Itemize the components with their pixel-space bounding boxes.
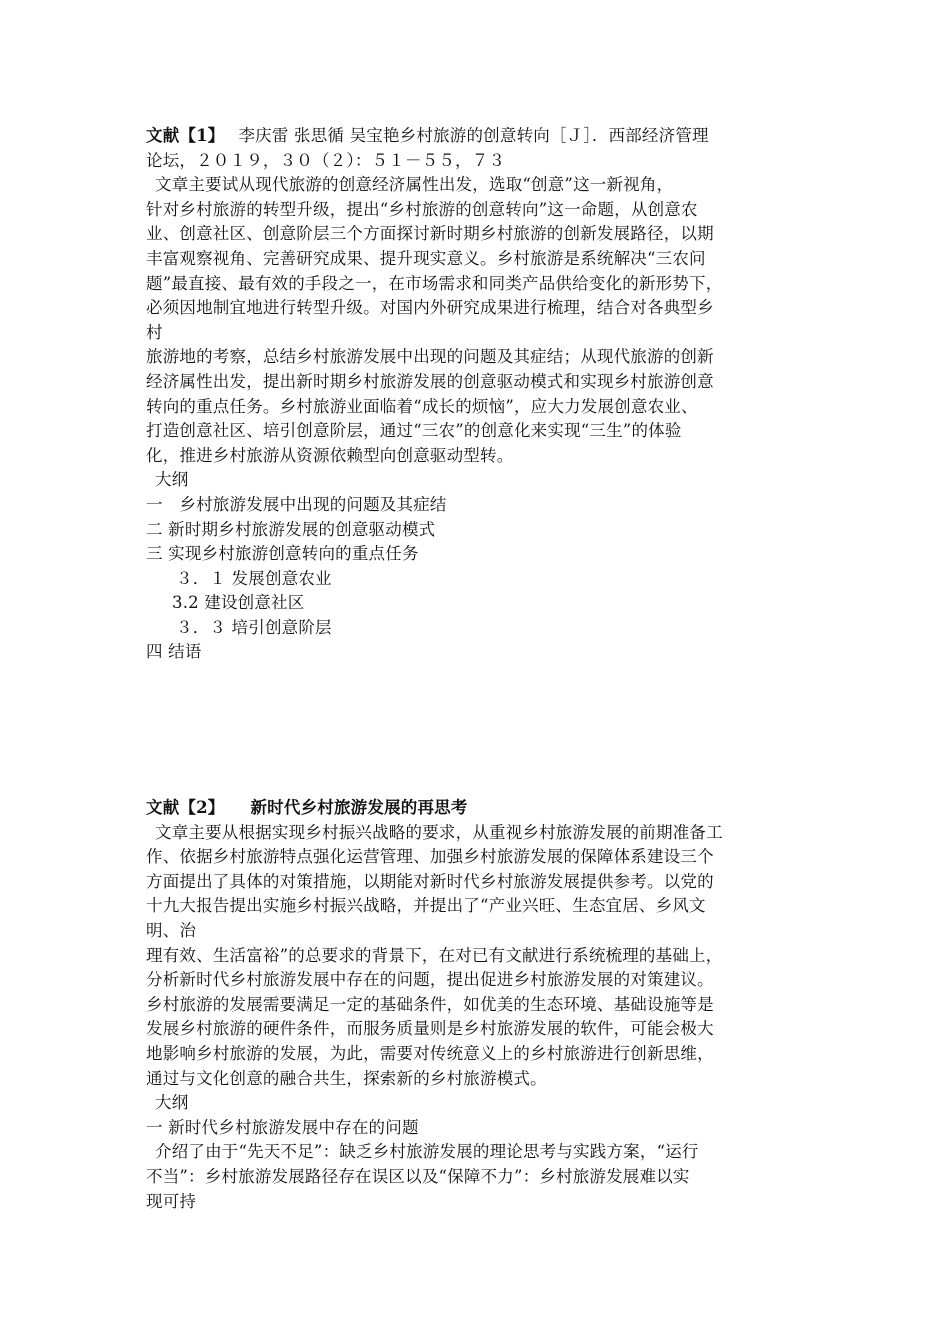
- reference-1-body-line: 打造创意社区、培引创意阶层，通过“三农”的创意化来实现“三生”的体验: [146, 421, 682, 441]
- reference-2-heading: [146, 796, 826, 821]
- reference-2-body-line: 文章主要从根据实现乡村振兴战略的要求，从重视乡村旅游发展的前期准备工: [155, 822, 723, 842]
- reference-1-body-line: 化，推进乡村旅游从资源依赖型向创意驱动型转。: [146, 445, 514, 465]
- outline-item: 四 结语: [146, 642, 202, 662]
- reference-1-body-line: 文章主要试从现代旅游的创意经济属性出发，选取“创意”这一新视角，: [155, 175, 674, 195]
- outline-item: 一 乡村旅游发展中出现的问题及其症结: [146, 494, 447, 514]
- reference-2-body-line: 乡村旅游的发展需要满足一定的基础条件，如优美的生态环境、基础设施等是: [146, 994, 714, 1014]
- outline-item-body-line: 介绍了由于“先天不足”：缺乏乡村旅游发展的理论思考与实践方案，“运行: [155, 1142, 699, 1162]
- reference-2-body-line: 作、依据乡村旅游特点强化运营管理、加强乡村旅游发展的保障体系建设三个: [146, 847, 714, 867]
- outline-item: 三 实现乡村旅游创意转向的重点任务: [146, 544, 419, 564]
- reference-1-body-line: 业、创意社区、创意阶层三个方面探讨新时期乡村旅游的创新发展路径，以期: [146, 224, 714, 244]
- outline-item-body-line: 不当”：乡村旅游发展路径存在误区以及“保障不力”：乡村旅游发展难以实: [146, 1166, 690, 1186]
- reference-2: [146, 796, 826, 1214]
- reference-1-body-line: 村: [146, 322, 163, 342]
- reference-1-heading: [146, 124, 826, 149]
- reference-2-body-line: 发展乡村旅游的硬件条件，而服务质量则是乡村旅游发展的软件，可能会极大: [146, 1019, 714, 1039]
- reference-2-label: 文献【2】: [146, 798, 225, 817]
- outline-subitem: ３．３ 培引创意阶层: [176, 617, 332, 637]
- outline-subitem: ３．１ 发展创意农业: [176, 568, 332, 588]
- reference-1-body-line: 经济属性出发，提出新时期乡村旅游发展的创意驱动模式和实现乡村旅游创意: [146, 371, 714, 391]
- reference-1-citation: 论坛，２０１９，３０（２）：５１－５５，７３: [146, 150, 506, 170]
- reference-1-body-line: 必须因地制宜地进行转型升级。对国内外研究成果进行梳理，结合对各典型乡: [146, 298, 714, 318]
- reference-1-title: 李庆雷 张思循 吴宝艳乡村旅游的创意转向［Ｊ］．西部经济管理: [238, 126, 709, 145]
- reference-1-body-line: 题”最直接、最有效的手段之一，在市场需求和同类产品供给变化的新形势下，: [146, 273, 723, 293]
- reference-1-outline-label: 大纲: [155, 470, 189, 490]
- reference-1-body-line: 转向的重点任务。乡村旅游业面临着“成长的烦恼”，应大力发展创意农业、: [146, 396, 698, 416]
- reference-2-body-line: 分析新时代乡村旅游发展中存在的问题，提出促进乡村旅游发展的对策建议。: [146, 970, 714, 990]
- reference-1-label: 文献【1】: [146, 126, 225, 145]
- reference-1-body-line: 针对乡村旅游的转型升级，提出“乡村旅游的创意转向”这一命题，从创意农: [146, 199, 698, 219]
- outline-item: 一 新时代乡村旅游发展中存在的问题: [146, 1117, 419, 1137]
- reference-2-title: 新时代乡村旅游发展的再思考: [250, 798, 468, 817]
- reference-2-body-line: 明、治: [146, 920, 197, 940]
- reference-2-body-line: 十九大报告提出实施乡村振兴战略，并提出了“产业兴旺、生态宜居、乡风文: [146, 896, 706, 916]
- reference-2-body-line: 理有效、生活富裕”的总要求的背景下，在对已有文献进行系统梳理的基础上，: [146, 945, 723, 965]
- reference-1: [146, 124, 826, 665]
- outline-item: 二 新时期乡村旅游发展的创意驱动模式: [146, 519, 436, 539]
- reference-2-body-line: 方面提出了具体的对策措施，以期能对新时代乡村旅游发展提供参考。以党的: [146, 871, 714, 891]
- reference-2-body-line: 地影响乡村旅游的发展，为此，需要对传统意义上的乡村旅游进行创新思维，: [146, 1043, 714, 1063]
- reference-1-body-line: 旅游地的考察，总结乡村旅游发展中出现的问题及其症结；从现代旅游的创新: [146, 347, 714, 367]
- reference-2-body-line: 通过与文化创意的融合共生，探索新的乡村旅游模式。: [146, 1068, 547, 1088]
- reference-1-body-line: 丰富观察视角、完善研究成果、提升现实意义。乡村旅游是系统解决“三农问: [146, 248, 706, 268]
- outline-subitem: 3.2 建设创意社区: [172, 593, 305, 613]
- reference-2-outline-label: 大纲: [155, 1093, 189, 1113]
- outline-item-body-line: 现可持: [146, 1191, 197, 1211]
